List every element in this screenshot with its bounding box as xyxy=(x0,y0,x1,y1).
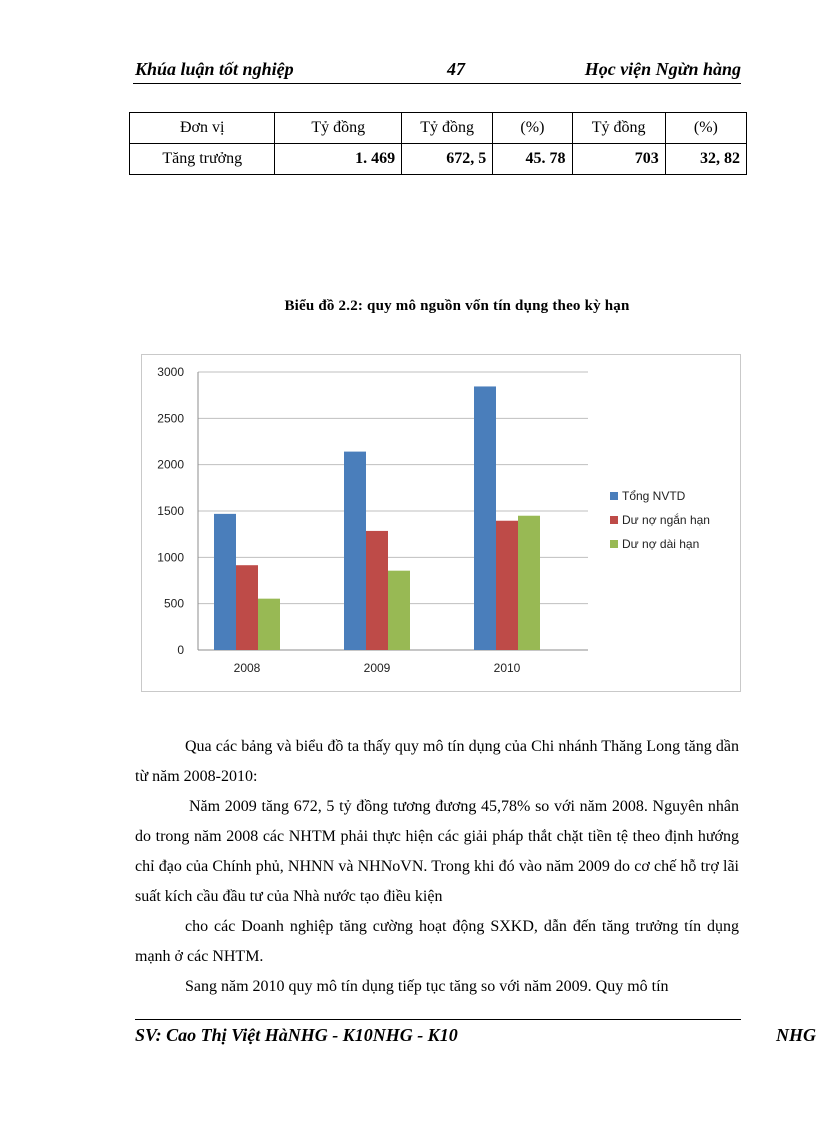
legend-label: Tổng NVTD xyxy=(622,489,686,503)
table-cell: Tăng trưởng xyxy=(130,144,275,175)
y-tick-label: 1000 xyxy=(157,550,184,565)
bar-2008-1 xyxy=(214,514,236,650)
header-page-number: 47 xyxy=(447,59,465,79)
paragraph: Sang năm 2010 quy mô tín dụng tiếp tục tăng so với năm 2009. Quy mô tín xyxy=(185,978,669,995)
y-tick-label: 500 xyxy=(163,596,184,611)
table-cell: 1. 469 xyxy=(275,144,402,175)
table-cell: 703 xyxy=(572,144,665,175)
table-cell: 45. 78 xyxy=(493,144,572,175)
footer-author: SV: Cao Thị Việt HàNHG - K10NHG - K10 xyxy=(135,1025,458,1045)
footer-divider xyxy=(135,1019,741,1020)
header-institution: Học viện Ngừn hàng xyxy=(584,59,741,79)
table-cell: Đơn vị xyxy=(130,113,275,144)
table-cell: Tỷ đồng xyxy=(275,113,402,144)
page-header xyxy=(133,57,741,84)
y-tick-label: 3000 xyxy=(157,365,184,379)
y-tick-label: 0 xyxy=(177,643,184,657)
table-cell: (%) xyxy=(493,113,572,144)
table-cell: (%) xyxy=(665,113,746,144)
bar-chart xyxy=(141,354,741,692)
bar-2009-1 xyxy=(344,452,366,650)
legend-swatch xyxy=(610,492,618,500)
x-tick-label: 2008 xyxy=(233,661,261,675)
bar-2010-2 xyxy=(496,521,518,650)
paragraph: Qua các bảng và biểu đồ ta thấy quy mô tín dụng của Chi nhánh Thăng Long tăng dần từ năm 2008-2010: xyxy=(135,738,739,785)
paragraph: Năm 2009 tăng 672, 5 tỷ đồng tương đương 45,78% so với năm 2008. Nguyên nhân do trong năm 2008 các NHTM phải thực hiện các giải pháp thắt chặt tiền tệ theo định hướng chỉ đạo của Chính phủ, NHNN và NHNoVN. Trong khi đó vào năm 2009 do cơ chế hỗ trợ lãi suất kích cầu đầu tư của Nhà nước tạo điều kiện xyxy=(135,798,739,905)
legend-swatch xyxy=(610,516,618,524)
table-cell: Tỷ đồng xyxy=(572,113,665,144)
footer-code: NHG xyxy=(776,1025,816,1045)
bar-2009-2 xyxy=(366,531,388,650)
y-tick-label: 1500 xyxy=(157,504,184,518)
bar-2008-2 xyxy=(236,565,258,650)
x-tick-label: 2010 xyxy=(493,661,521,675)
x-tick-label: 2009 xyxy=(363,661,391,675)
table-cell: Tỷ đồng xyxy=(402,113,493,144)
y-tick-label: 2500 xyxy=(157,411,184,426)
growth-table xyxy=(129,112,747,175)
legend-label: Dư nợ dài hạn xyxy=(622,537,700,551)
table-row-growth xyxy=(130,144,747,175)
chart-title: Biểu đồ 2.2: quy mô nguồn vốn tín dụng theo kỳ hạn xyxy=(284,298,630,314)
table-cell: 672, 5 xyxy=(402,144,493,175)
legend-swatch xyxy=(610,540,618,548)
legend-label: Dư nợ ngắn hạn xyxy=(622,513,710,527)
bar-2010-3 xyxy=(518,516,540,650)
body-text xyxy=(135,732,739,1002)
table-row-unit xyxy=(130,113,747,144)
bar-2010-1 xyxy=(474,386,496,650)
y-tick-label: 2000 xyxy=(157,457,184,472)
paragraph: cho các Doanh nghiệp tăng cường hoạt động SXKD, dẫn đến tăng trưởng tín dụng mạnh ở các NHTM. xyxy=(135,918,739,965)
bar-2008-3 xyxy=(258,599,280,650)
bar-chart-svg xyxy=(142,355,742,693)
header-thesis-title: Khúa luận tốt nghiệp xyxy=(135,59,294,79)
bar-2009-3 xyxy=(388,571,410,650)
table-cell: 32, 82 xyxy=(665,144,746,175)
